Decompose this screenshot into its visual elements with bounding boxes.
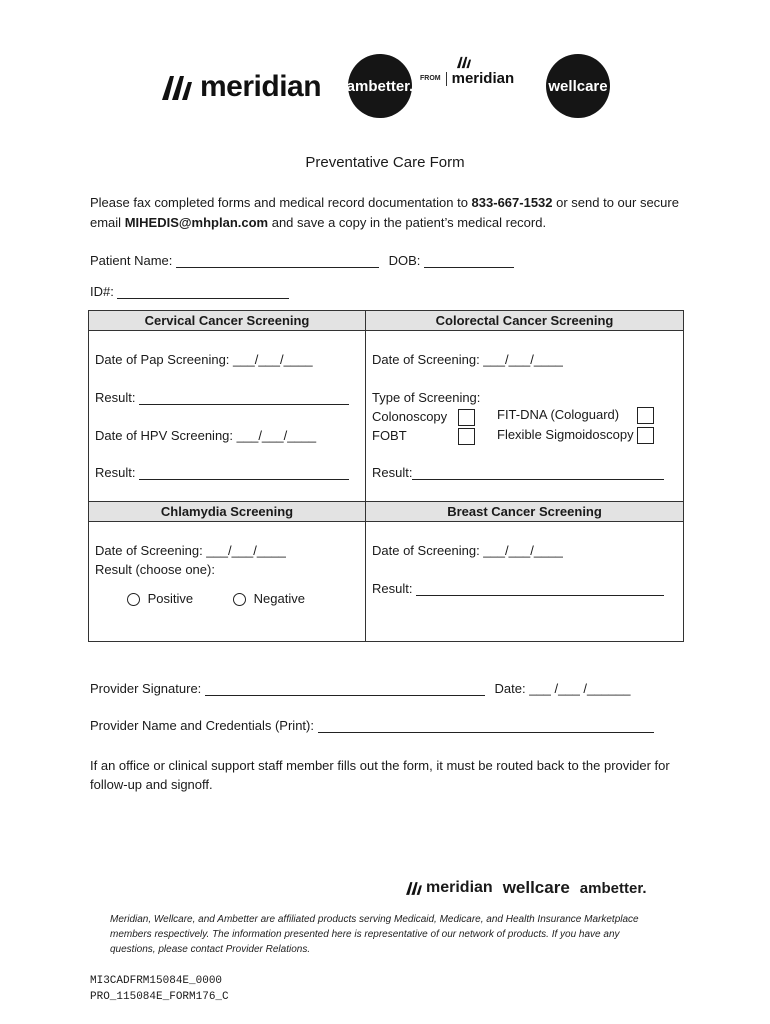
signature-label: Provider Signature: — [90, 681, 202, 696]
form-code-1: MI3CADFRM15084E_0000 — [90, 975, 223, 987]
column-divider — [365, 311, 366, 501]
provider-note: If an office or clinical support staff member fills out the form, it must be routed back to the provider for follow-up and signoff. — [90, 758, 670, 792]
breast-heading: Breast Cancer Screening — [366, 501, 683, 522]
meridian-mark-icon — [160, 70, 194, 104]
id-label: ID#: — [90, 284, 114, 299]
colonoscopy-checkbox[interactable] — [458, 409, 475, 426]
ambetter-logo — [348, 54, 412, 118]
footer-meridian-text: meridian — [426, 879, 493, 896]
patient-name-field[interactable] — [176, 255, 379, 268]
form-code-2: PRO_115084E_FORM176_C — [90, 991, 229, 1003]
patient-name-label: Patient Name: — [90, 253, 173, 268]
footer-wellcare-logo: wellcare — [502, 878, 570, 897]
result-label: Result: — [372, 465, 413, 480]
intro-text-1: Please fax completed forms and medical record documentation to — [90, 195, 472, 210]
provider-name-row — [90, 718, 654, 733]
id-field[interactable] — [117, 286, 289, 299]
result-line[interactable] — [139, 392, 349, 405]
provider-name-field[interactable] — [318, 720, 654, 733]
intro-text-3: and save a copy in the patient’s medical record. — [268, 215, 547, 230]
meridian-mark-small-icon — [456, 54, 472, 70]
footer-ambetter-logo: ambetter. — [579, 879, 647, 897]
positive-option[interactable] — [127, 591, 193, 606]
meridian-logo-text: meridian — [200, 70, 322, 103]
fobt-option[interactable] — [372, 428, 475, 445]
provider-name-label: Provider Name and Credentials (Print): — [90, 718, 314, 733]
signature-field[interactable] — [205, 683, 485, 696]
colorectal-result[interactable] — [372, 465, 664, 480]
breast-date-field[interactable]: Date of Screening: ___/___/____ — [372, 543, 563, 558]
colonoscopy-label: Colonoscopy — [372, 409, 448, 424]
divider — [446, 72, 447, 86]
email-address: MIHEDIS@mhplan.com — [124, 215, 269, 230]
breast-result[interactable] — [372, 581, 664, 596]
chlamydia-heading: Chlamydia Screening — [89, 501, 365, 522]
column-divider-2 — [365, 501, 366, 641]
ambetter-logo-text: ambetter. — [346, 77, 414, 95]
pap-date-field[interactable]: Date of Pap Screening: ___/___/____ — [95, 352, 313, 367]
fax-number: 833-667-1532 — [471, 195, 553, 210]
cervical-heading: Cervical Cancer Screening — [89, 311, 365, 331]
from-meridian-logo — [420, 70, 514, 87]
result-label: Result: — [95, 465, 136, 480]
patient-id-row — [90, 284, 289, 299]
colorectal-date-field[interactable]: Date of Screening: ___/___/____ — [372, 352, 563, 367]
wellcare-logo — [546, 54, 610, 118]
hpv-date-field[interactable]: Date of HPV Screening: ___/___/____ — [95, 428, 317, 443]
wellcare-logo-text: wellcare — [548, 77, 608, 95]
cervical-result-1[interactable] — [95, 390, 349, 405]
result-label: Result: — [372, 581, 413, 596]
page-title: Preventative Care Form — [305, 154, 465, 171]
footer-meridian-logo — [405, 879, 493, 897]
positive-radio[interactable] — [127, 593, 140, 606]
provider-date-field[interactable]: Date: ___ /___ /______ — [494, 681, 631, 696]
fobt-checkbox[interactable] — [458, 428, 475, 445]
result-line[interactable] — [416, 583, 664, 596]
meridian-mark-icon — [405, 879, 423, 897]
chlamydia-result-label: Result (choose one): — [95, 562, 215, 577]
result-line[interactable] — [412, 467, 664, 480]
from-meridian-text: meridian — [451, 70, 515, 87]
intro-text-2: or send to our secure email — [90, 195, 679, 230]
meridian-logo — [160, 70, 321, 104]
disclaimer: Meridian, Wellcare, and Ambetter are affiliated products serving Medicaid, Medicare, and Health Insurance Marketplace members respectively. The information presented here is representative of our network of products. If you have any questions, please contact Provider Relations. — [110, 914, 639, 955]
fitdna-label: FIT-DNA (Cologuard) — [497, 407, 620, 422]
negative-label: Negative — [253, 591, 305, 606]
patient-name-row — [90, 253, 514, 268]
negative-radio[interactable] — [233, 593, 246, 606]
screening-table — [88, 310, 684, 642]
chlamydia-date-field[interactable]: Date of Screening: ___/___/____ — [95, 543, 286, 558]
sigmoid-checkbox[interactable] — [637, 427, 654, 444]
sigmoid-option[interactable] — [497, 427, 654, 444]
result-line[interactable] — [139, 467, 349, 480]
sigmoid-label: Flexible Sigmoidoscopy — [497, 427, 634, 442]
screening-type-label: Type of Screening: — [372, 390, 481, 405]
colorectal-heading: Colorectal Cancer Screening — [366, 311, 683, 331]
cervical-result-2[interactable] — [95, 465, 349, 480]
colonoscopy-option[interactable] — [372, 409, 475, 426]
intro-paragraph — [90, 193, 690, 233]
footer-logos — [405, 878, 647, 898]
from-label: FROM — [420, 75, 441, 82]
dob-label: DOB: — [388, 253, 421, 268]
fobt-label: FOBT — [372, 428, 407, 443]
dob-field[interactable] — [424, 255, 514, 268]
result-label: Result: — [95, 390, 136, 405]
provider-signature-row — [90, 681, 630, 696]
fitdna-option[interactable] — [497, 407, 654, 424]
fitdna-checkbox[interactable] — [637, 407, 654, 424]
negative-option[interactable] — [233, 591, 305, 606]
positive-label: Positive — [147, 591, 194, 606]
